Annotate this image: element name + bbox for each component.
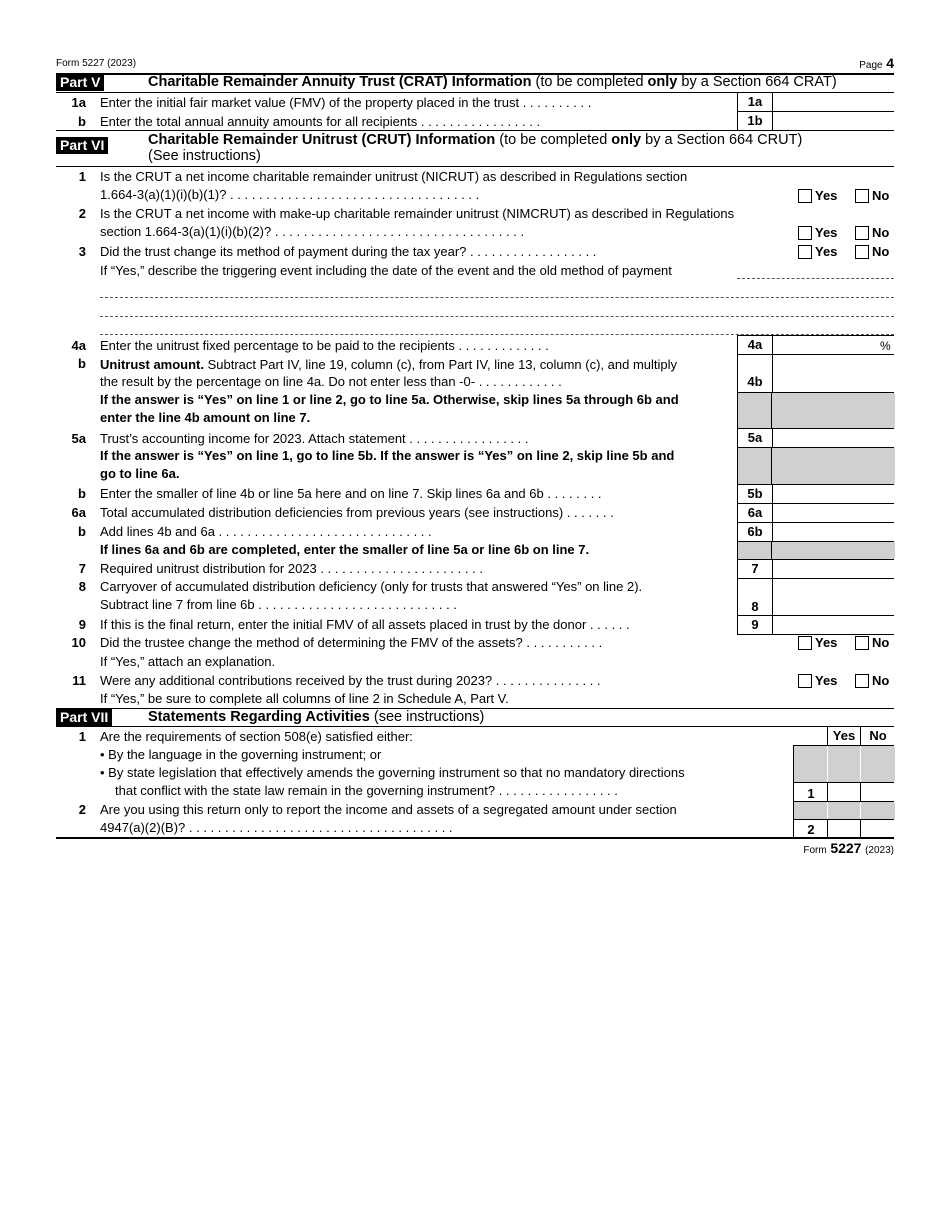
line-text: Enter the total annual annuity amounts for all recipients . . . . . . . . . . . . . . . . . (100, 114, 541, 129)
unitrust-amount-input[interactable] (772, 355, 894, 392)
line-text: Enter the smaller of line 4b or line 5a here and on line 7. Skip lines 6a and 6b . . . . . . . . (100, 486, 602, 501)
line-text: Are you using this return only to report the income and assets of a segregated amount under section (100, 802, 677, 817)
line-box-label: 1a (737, 93, 773, 111)
line-box-label: 1 (793, 783, 828, 801)
line-text: Were any additional contributions received by the trust during 2023? . . . . . . . . . . . . . . . (100, 673, 601, 688)
line-number: 9 (78, 617, 86, 632)
bullet-text: that conflict with the state law remain in the governing instrument? . . . . . . . . . . . . . . . . . (115, 783, 618, 798)
line-box-label: 7 (737, 560, 773, 578)
line-number: 6a (71, 505, 86, 520)
line-number: 1 (78, 169, 86, 184)
describe-field[interactable] (737, 278, 894, 279)
page-word: Page (859, 60, 883, 71)
part6-label: Part VI (56, 137, 108, 154)
line-text: Is the CRUT a net income with make-up charitable remainder unitrust (NIMCRUT) as described in Regulations (100, 206, 735, 221)
line-text: Did the trust change its method of payment during the tax year? . . . . . . . . . . . . . . . . . . (100, 244, 597, 259)
crat-fmv-input[interactable] (772, 93, 894, 111)
line-box-label: 4b (737, 355, 773, 392)
method-change-no-checkbox[interactable] (855, 245, 869, 259)
line-text: Is the CRUT a net income charitable remainder unitrust (NICRUT) as described in Regulations section (100, 169, 688, 184)
line-text: Are the requirements of section 508(e) satisfied either: (100, 729, 413, 744)
line-box-label: 2 (793, 820, 828, 837)
instruction-text: enter the line 4b amount on line 7. (100, 410, 311, 425)
fmv-method-yes-checkbox[interactable] (798, 636, 812, 650)
describe-field-line[interactable] (100, 316, 894, 317)
line-number: 7 (78, 561, 86, 576)
line-number: 3 (78, 244, 86, 259)
footer-form-id: Form 5227 (2023) (803, 840, 894, 856)
line-text: If “Yes,” be sure to complete all columns of line 2 in Schedule A, Part V. (100, 691, 509, 706)
line-box-label: 6a (737, 504, 773, 522)
p7-l1-yes-cell[interactable] (827, 783, 860, 801)
line-text: Subtract line 7 from line 6b . . . . . . . . . . . . . . . . . . . . . . . . . . . . (100, 597, 457, 612)
part6-title-line2: (See instructions) (148, 148, 261, 164)
line-text: section 1.664-3(a)(1)(i)(b)(2)? . . . . . . . . . . . . . . . . . . . . . . . . . . . . . . . . . . . (100, 224, 525, 239)
yes-label: Yes (815, 188, 838, 203)
line-number: 1a (71, 95, 86, 110)
part5-label: Part V (56, 74, 104, 91)
unitrust-percentage-input[interactable] (772, 336, 894, 354)
shaded-cell (793, 746, 895, 782)
line-number: 2 (78, 206, 86, 221)
part7-title: Statements Regarding Activities (see instructions) (148, 709, 485, 725)
instruction-text: If lines 6a and 6b are completed, enter the smaller of line 5a or line 6b on line 7. (100, 542, 590, 557)
shaded-cell (737, 448, 895, 484)
describe-field-line[interactable] (100, 297, 894, 298)
line-number: 2 (78, 802, 86, 817)
line-text: Enter the initial fair market value (FMV) of the property placed in the trust . . . . . . . . . . (100, 95, 592, 110)
line-box-label: 6b (737, 523, 773, 541)
line-box-label: 5a (737, 429, 773, 447)
deficiencies-input[interactable] (772, 504, 894, 522)
instruction-text: go to line 6a. (100, 466, 180, 481)
line-text: Add lines 4b and 6a . . . . . . . . . . . . . . . . . . . . . . . . . . . . . . (100, 524, 432, 539)
line-text: Did the trustee change the method of determining the FMV of the assets? . . . . . . . . . . . (100, 635, 603, 650)
yes-label: Yes (815, 225, 838, 240)
no-label: No (872, 635, 890, 650)
yes-label: Yes (815, 673, 838, 688)
line-text: 4947(a)(2)(B)? . . . . . . . . . . . . . . . . . . . . . . . . . . . . . . . . . . . . . (100, 820, 453, 835)
line-text: If “Yes,” describe the triggering event including the date of the event and the old method of payment (100, 263, 672, 278)
no-label: No (872, 225, 890, 240)
shaded-cell (793, 802, 895, 819)
nimcrut-no-checkbox[interactable] (855, 226, 869, 240)
method-change-yes-checkbox[interactable] (798, 245, 812, 259)
required-distribution-input[interactable] (772, 560, 894, 578)
nimcrut-yes-checkbox[interactable] (798, 226, 812, 240)
line-number: b (78, 524, 86, 539)
line-number: b (78, 114, 86, 129)
sum-4b-6a-input[interactable] (772, 523, 894, 541)
line-text: If “Yes,” attach an explanation. (100, 654, 276, 669)
bullet-text: • By state legislation that effectively amends the governing instrument so that no mandatory directions (100, 765, 685, 780)
fmv-method-no-checkbox[interactable] (855, 636, 869, 650)
final-fmv-input[interactable] (772, 616, 894, 634)
no-label: No (872, 244, 890, 259)
line-number: b (78, 486, 86, 501)
part5-title: Charitable Remainder Annuity Trust (CRAT) Information (to be completed only by a Section 664 CRAT) (148, 74, 837, 90)
shaded-cell (737, 542, 895, 559)
p7-l2-no-cell[interactable] (860, 820, 895, 837)
line-text: Total accumulated distribution deficiencies from previous years (see instructions) . . . . . . . (100, 505, 614, 520)
line-text: Trust’s accounting income for 2023. Attach statement . . . . . . . . . . . . . . . . . (100, 431, 529, 446)
line-box-label: 1b (737, 112, 773, 130)
nicrut-no-checkbox[interactable] (855, 189, 869, 203)
accounting-income-input[interactable] (772, 429, 894, 447)
instruction-text: If the answer is “Yes” on line 1, go to line 5b. If the answer is “Yes” on line 2, skip line 5b and (100, 448, 675, 463)
yes-label: Yes (815, 635, 838, 650)
smaller-amount-input[interactable] (772, 485, 894, 503)
p7-l2-yes-cell[interactable] (827, 820, 860, 837)
line-box-label: 5b (737, 485, 773, 503)
line-text: 1.664-3(a)(1)(i)(b)(1)? . . . . . . . . . . . . . . . . . . . . . . . . . . . . . . . . . . . (100, 187, 480, 202)
shaded-cell (737, 393, 895, 428)
col-no-header: No (860, 727, 895, 745)
line-number: 8 (78, 579, 86, 594)
line-number: 4a (71, 338, 86, 353)
yes-label: Yes (815, 244, 838, 259)
page-number (859, 55, 894, 71)
part7-label: Part VII (56, 709, 112, 726)
line-text: the result by the percentage on line 4a. Do not enter less than -0- . . . . . . . . . . . . (100, 374, 562, 389)
line-number: 11 (72, 673, 86, 688)
no-label: No (872, 673, 890, 688)
line-text: Required unitrust distribution for 2023 . . . . . . . . . . . . . . . . . . . . . . . (100, 561, 483, 576)
line-number: 5a (71, 431, 86, 446)
line-box-label: 8 (737, 579, 773, 615)
contributions-no-checkbox[interactable] (855, 674, 869, 688)
p7-l1-no-cell[interactable] (860, 783, 895, 801)
line-text: Unitrust amount. Subtract Part IV, line 19, column (c), from Part IV, line 13, column (c), and multiply (100, 357, 678, 372)
line-number: 1 (78, 729, 86, 744)
carryover-input[interactable] (772, 579, 894, 615)
page-num: 4 (886, 55, 894, 71)
line-number: 10 (71, 635, 86, 650)
line-box-label: 9 (737, 616, 773, 634)
no-label: No (872, 188, 890, 203)
line-text: Enter the unitrust fixed percentage to be paid to the recipients . . . . . . . . . . . . . (100, 338, 549, 353)
crat-annuity-input[interactable] (772, 112, 894, 130)
line-number: b (78, 356, 86, 371)
line-text: Carryover of accumulated distribution deficiency (only for trusts that answered “Yes” on line 2). (100, 579, 643, 594)
contributions-yes-checkbox[interactable] (798, 674, 812, 688)
form-label: Form 5227 (2023) (56, 58, 137, 69)
percent-sign: % (880, 339, 891, 353)
nicrut-yes-checkbox[interactable] (798, 189, 812, 203)
bullet-text: • By the language in the governing instrument; or (100, 747, 382, 762)
instruction-text: If the answer is “Yes” on line 1 or line 2, go to line 5a. Otherwise, skip lines 5a through 6b and (100, 392, 679, 407)
line-box-label: 4a (737, 336, 773, 354)
part6-title: Charitable Remainder Unitrust (CRUT) Information (to be completed only by a Section 664 CRUT) (148, 132, 803, 148)
line-text: If this is the final return, enter the initial FMV of all assets placed in trust by the donor . . . . . . (100, 617, 630, 632)
col-yes-header: Yes (827, 727, 860, 745)
